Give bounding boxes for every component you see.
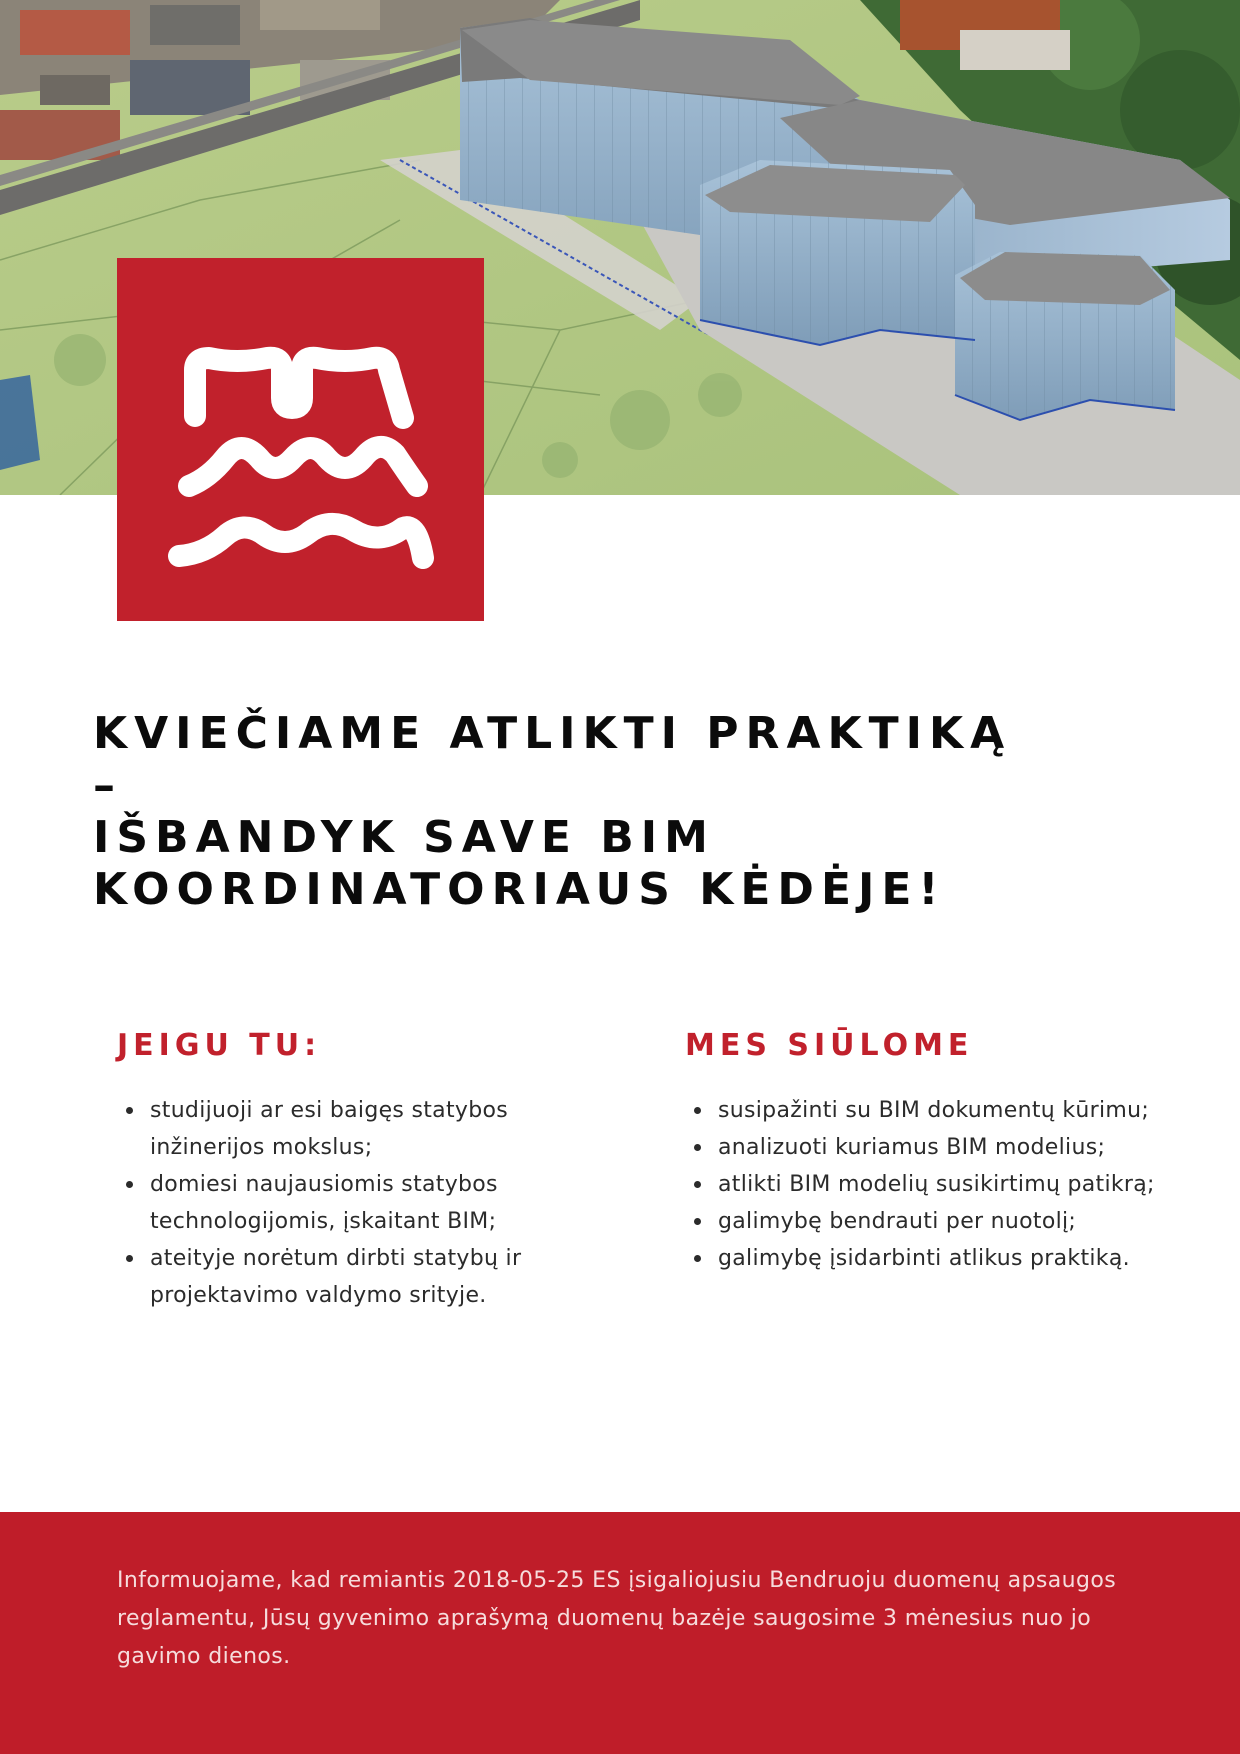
- offer-section: [685, 1024, 1155, 1277]
- list-item: atlikti BIM modelių susikirtimų patikrą;: [718, 1166, 1155, 1203]
- title-line-1: KVIEČIAME ATLIKTI PRAKTIKĄ: [93, 708, 1012, 759]
- offer-title: MES SIŪLOME: [685, 1028, 974, 1063]
- list-item: galimybę bendrauti per nuotolį;: [718, 1203, 1155, 1240]
- requirements-title: JEIGU TU:: [117, 1028, 322, 1063]
- list-item: domiesi naujausiomis statybos technologijomis, įskaitant BIM;: [150, 1166, 587, 1240]
- title-line-3: IŠBANDYK SAVE BIM: [93, 812, 715, 863]
- brand-logo: [117, 258, 484, 621]
- list-item: galimybę įsidarbinti atlikus praktiką.: [718, 1240, 1155, 1277]
- title-line-2: –: [93, 760, 122, 811]
- title-line-4: KOORDINATORIAUS KĖDĖJE!: [93, 864, 946, 915]
- offer-list: [685, 1092, 1155, 1277]
- list-item: studijuoji ar esi baigęs statybos inžinerijos mokslus;: [150, 1092, 587, 1166]
- waves-logo-icon: [117, 258, 484, 621]
- list-item: susipažinti su BIM dokumentų kūrimu;: [718, 1092, 1155, 1129]
- list-item: ateityje norėtum dirbti statybų ir projektavimo valdymo srityje.: [150, 1240, 587, 1314]
- list-item: analizuoti kuriamus BIM modelius;: [718, 1129, 1155, 1166]
- page-title: [93, 708, 1173, 916]
- privacy-notice: Informuojame, kad remiantis 2018-05-25 ES įsigaliojusiu Bendruoju duomenų apsaugos reglamentu, Jūsų gyvenimo aprašymą duomenų bazėje saugosime 3 mėnesius nuo jo gavimo dienos.: [117, 1568, 1117, 1669]
- requirements-section: [117, 1024, 587, 1314]
- footer-band: [0, 1512, 1240, 1754]
- requirements-list: [117, 1092, 587, 1314]
